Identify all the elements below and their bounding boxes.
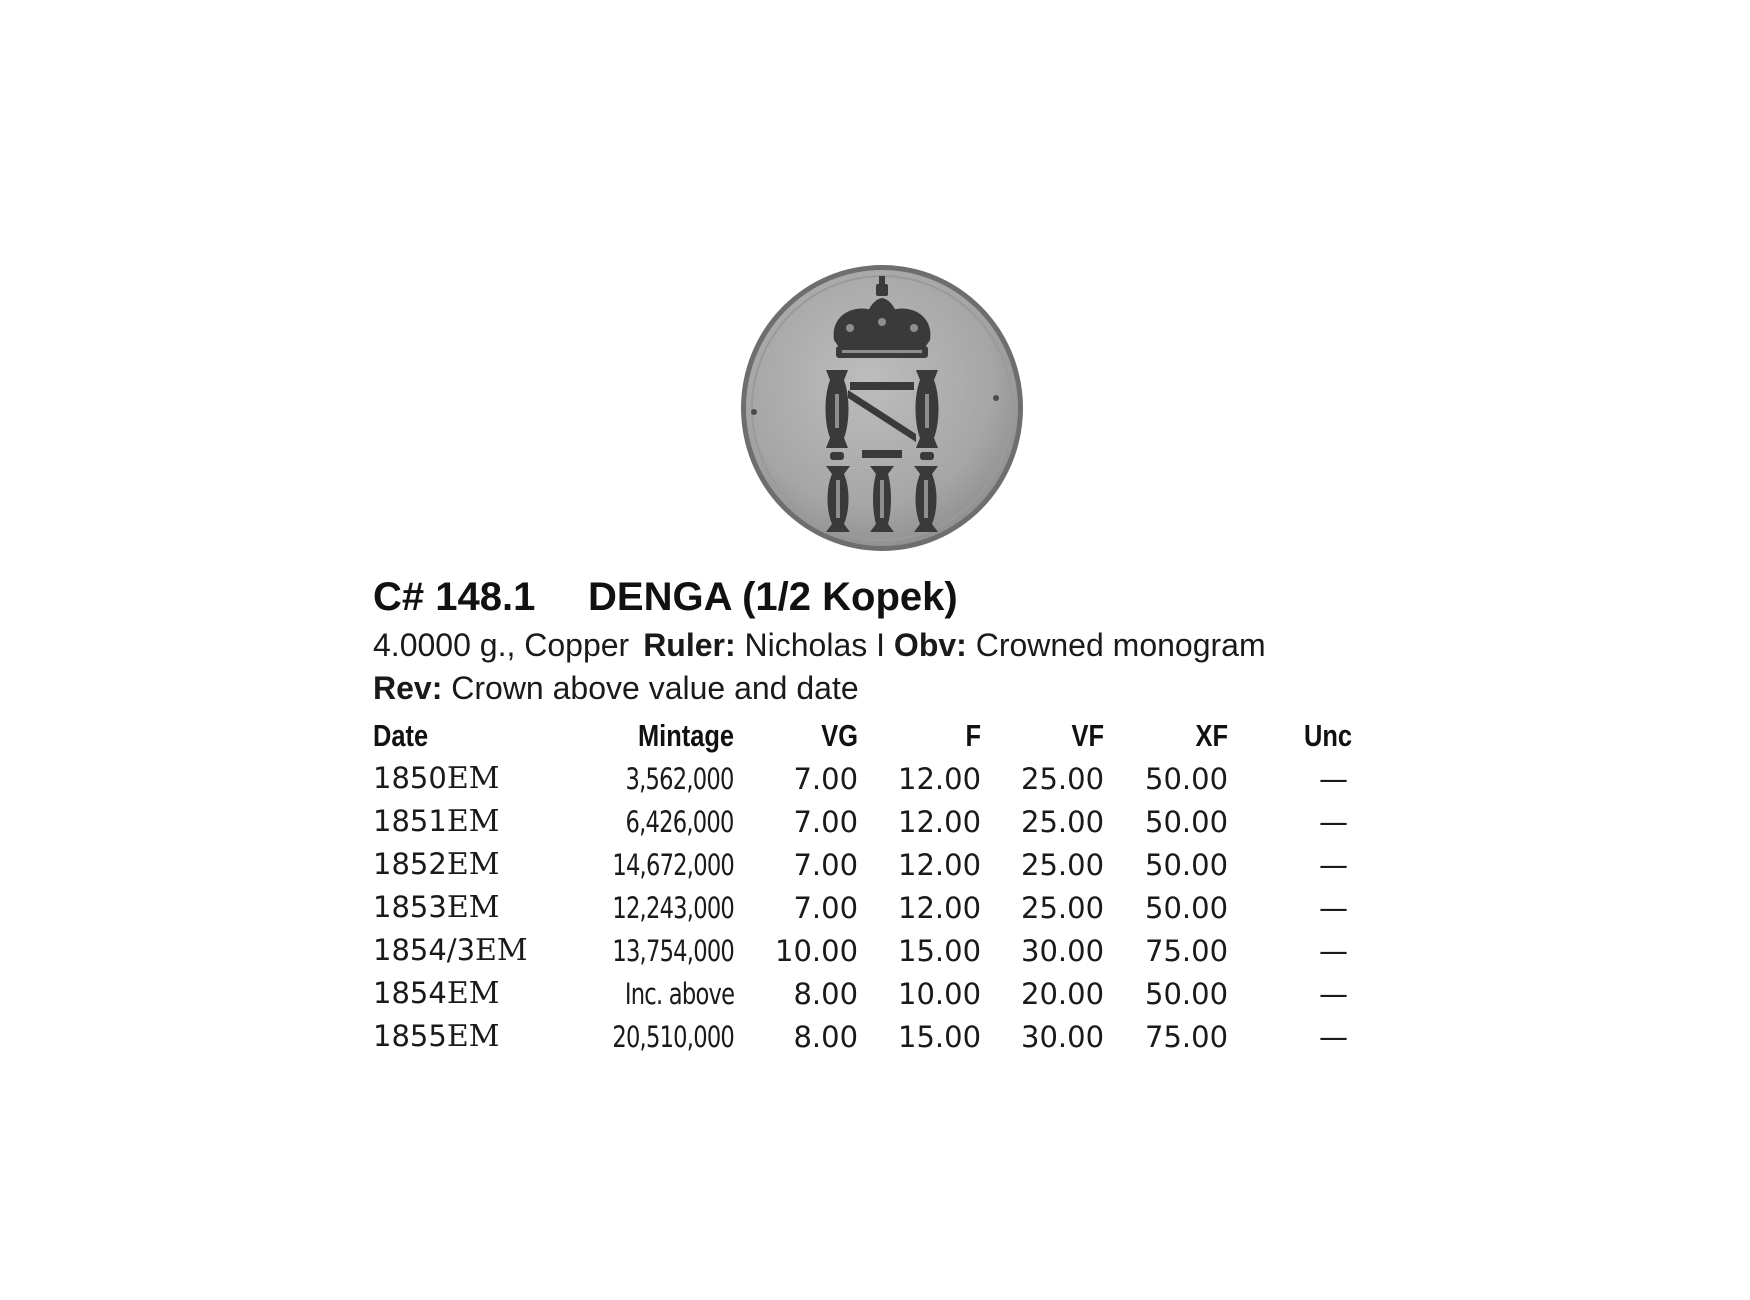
table-row	[373, 843, 1352, 886]
table-row	[373, 929, 1352, 972]
crowned-monogram-coin-icon	[738, 262, 1026, 554]
cell-mintage: Inc. above	[624, 976, 735, 1011]
cell-date: 1855EM	[373, 1019, 500, 1054]
cell-vf: 25.00	[1021, 890, 1105, 925]
cell-unc: —	[1319, 976, 1349, 1011]
cell-vf: 20.00	[1021, 976, 1105, 1011]
cell-mintage: 13,754,000	[612, 933, 735, 968]
cell-vf: 30.00	[1021, 933, 1105, 968]
cell-unc: —	[1319, 847, 1349, 882]
cell-f: 12.00	[898, 804, 982, 839]
cell-vf: 30.00	[1021, 1019, 1105, 1054]
table-row	[373, 886, 1352, 929]
obv-label: Obv:	[893, 627, 967, 663]
cell-mintage: 6,426,000	[625, 804, 735, 839]
cell-vg: 7.00	[793, 761, 859, 796]
cell-vg: 8.00	[793, 1019, 859, 1054]
cell-unc: —	[1319, 761, 1349, 796]
table-row	[373, 757, 1352, 800]
weight-composition: 4.0000 g., Copper	[373, 627, 630, 663]
denomination: DENGA (1/2 Kopek)	[588, 575, 958, 619]
table-row	[373, 800, 1352, 843]
table-row	[373, 1015, 1352, 1058]
header-vg: VG	[821, 718, 859, 753]
cell-f: 10.00	[898, 976, 982, 1011]
cell-xf: 50.00	[1145, 976, 1229, 1011]
cell-unc: —	[1319, 804, 1349, 839]
obv-value: Crowned monogram	[975, 627, 1266, 663]
header-f: F	[965, 718, 982, 753]
cell-date: 1854EM	[373, 976, 500, 1011]
cell-xf: 50.00	[1145, 804, 1229, 839]
cell-unc: —	[1319, 933, 1349, 968]
cell-vg: 7.00	[793, 890, 859, 925]
cell-xf: 50.00	[1145, 761, 1229, 796]
cell-date: 1850EM	[373, 761, 500, 796]
ruler-value: Nicholas I	[744, 627, 886, 663]
cell-vf: 25.00	[1021, 804, 1105, 839]
cell-mintage: 20,510,000	[612, 1019, 735, 1054]
reverse-line	[373, 667, 1393, 710]
cell-mintage: 12,243,000	[612, 890, 735, 925]
cell-date: 1851EM	[373, 804, 500, 839]
header-xf: XF	[1195, 718, 1229, 753]
catalog-number: C# 148.1	[373, 575, 536, 619]
coin-specs-line	[373, 624, 1393, 667]
coin-catalog-entry	[373, 570, 1393, 1058]
header-date: Date	[373, 718, 429, 753]
table-header-row	[373, 714, 1352, 757]
cell-f: 12.00	[898, 761, 982, 796]
cell-f: 15.00	[898, 933, 982, 968]
cell-xf: 50.00	[1145, 890, 1229, 925]
cell-mintage: 14,672,000	[612, 847, 735, 882]
cell-f: 15.00	[898, 1019, 982, 1054]
coin-image	[738, 262, 1026, 554]
cell-xf: 75.00	[1145, 933, 1229, 968]
header-unc: Unc	[1304, 718, 1353, 753]
cell-f: 12.00	[898, 847, 982, 882]
cell-xf: 75.00	[1145, 1019, 1229, 1054]
cell-unc: —	[1319, 890, 1349, 925]
header-vf: VF	[1071, 718, 1105, 753]
cell-f: 12.00	[898, 890, 982, 925]
cell-date: 1853EM	[373, 890, 500, 925]
entry-title	[373, 570, 1393, 624]
mintage-table	[373, 714, 1352, 1058]
header-mintage: Mintage	[638, 718, 735, 753]
rev-label: Rev:	[373, 670, 443, 706]
cell-date: 1852EM	[373, 847, 500, 882]
cell-vg: 7.00	[793, 804, 859, 839]
cell-mintage: 3,562,000	[625, 761, 735, 796]
ruler-label: Ruler:	[643, 627, 736, 663]
cell-vf: 25.00	[1021, 761, 1105, 796]
cell-xf: 50.00	[1145, 847, 1229, 882]
cell-vg: 7.00	[793, 847, 859, 882]
cell-vg: 10.00	[775, 933, 859, 968]
table-row	[373, 972, 1352, 1015]
cell-vf: 25.00	[1021, 847, 1105, 882]
cell-unc: —	[1319, 1019, 1349, 1054]
rev-value: Crown above value and date	[451, 670, 859, 706]
cell-date: 1854/3EM	[373, 933, 528, 968]
cell-vg: 8.00	[793, 976, 859, 1011]
